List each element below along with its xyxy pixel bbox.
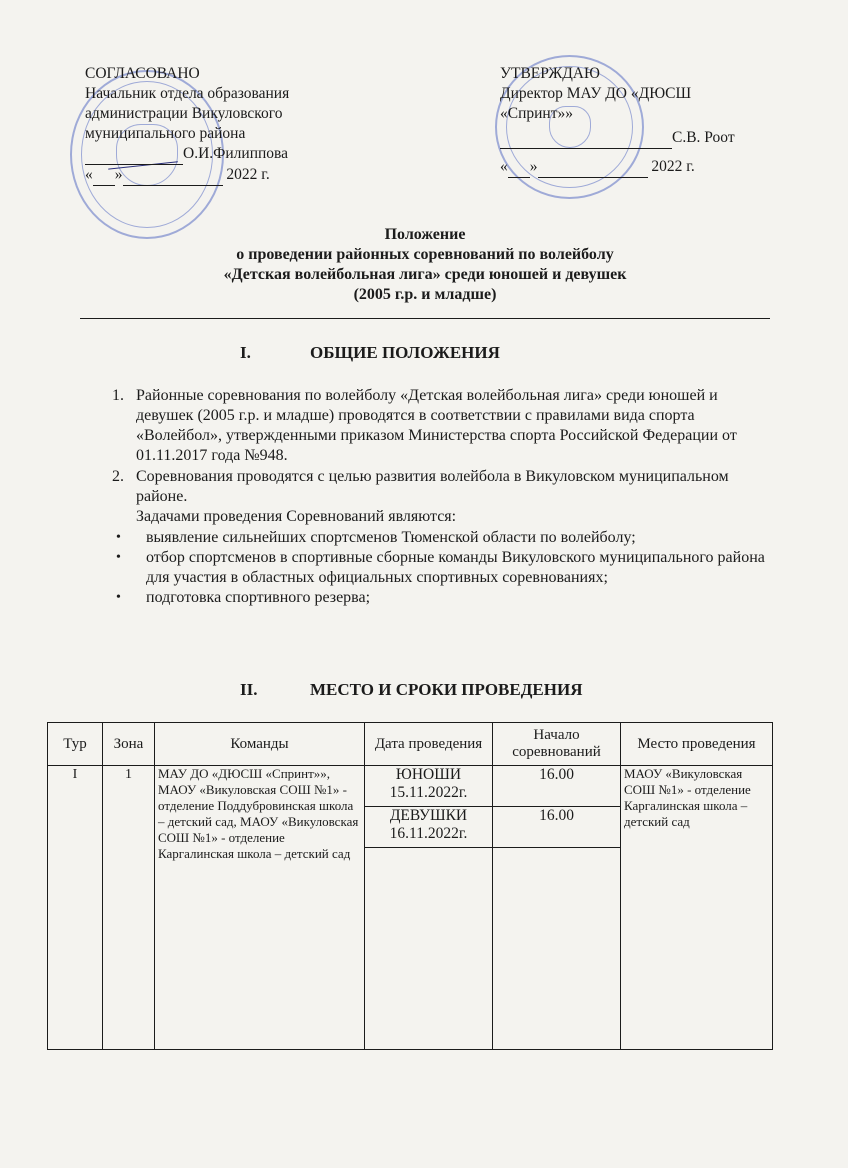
header-place: Место проведения <box>621 723 773 766</box>
header-date: Дата проведения <box>365 723 493 766</box>
list-item: 2. Соревнования проводятся с целью развития волейбола в Викуловском муниципальном районе. Задачами проведения Соревнований являются: <box>112 467 772 527</box>
header-tour: Тур <box>48 723 103 766</box>
agreed-position-line3: муниципального района <box>85 125 246 142</box>
agreed-block <box>85 64 289 186</box>
agreed-signer-name: О.И.Филиппова <box>183 145 289 162</box>
list-item: 1. Районные соревнования по волейболу «Детская волейбольная лига» среди юношей и девушек (2005 г.р. и младше) проводятся в соответствии с правилами вида спорта «Волейбол», утвержденными приказом Министерства спорта Российской Федерации от 01.11.2017 года №948. <box>112 387 737 464</box>
cell-zone: 1 <box>103 766 155 1050</box>
cell-teams: МАУ ДО «ДЮСШ «Спринт»», МАОУ «Викуловская СОШ №1» - отделение Поддубровинская школа – детский сад, МАОУ «Викуловская СОШ №1» - отделение Каргалинская школа – детский сад <box>155 766 365 1050</box>
approved-position-line1: Директор МАУ ДО «ДЮСШ <box>500 85 692 102</box>
agreed-position-line1: Начальник отдела образования <box>85 85 290 102</box>
table-header-row <box>48 723 773 766</box>
cell-tour: I <box>48 766 103 1050</box>
agreed-year: 2022 г. <box>226 166 270 183</box>
approved-block <box>500 64 735 178</box>
section-heading-place-dates: II. МЕСТО И СРОКИ ПРОВЕДЕНИЯ <box>240 680 583 699</box>
approved-year: 2022 г. <box>651 158 695 175</box>
header-zone: Зона <box>103 723 155 766</box>
approved-position-line2: «Спринт»» <box>500 105 573 122</box>
agreed-date-line: « » 2022 г. <box>85 165 289 186</box>
schedule-table <box>47 722 773 1050</box>
approved-signature-line <box>500 124 735 149</box>
list-item: • отбор спортсменов в спортивные сборные команды Викуловского муниципального района для участия в областных официальных спортивных соревнованиях; <box>112 548 772 588</box>
cell-girls-date: ДЕВУШКИ 16.11.2022г. <box>365 807 493 848</box>
agreed-signature-line <box>85 144 289 165</box>
tasks-list <box>112 528 772 608</box>
document-title: Положение о проведении районных соревнований по волейболу «Детская волейбольная лига» среди юношей и девушек (2005 г.р. и младше) <box>223 226 627 303</box>
cell-girls-time: 16.00 <box>493 807 621 848</box>
list-item: • выявление сильнейших спортсменов Тюменской области по волейболу; <box>112 528 772 548</box>
agreed-position-line2: администрации Викуловского <box>85 105 283 122</box>
cell-empty <box>365 848 493 1050</box>
cell-place: МАОУ «Викуловская СОШ №1» - отделение Каргалинская школа – детский сад <box>621 766 773 1050</box>
agreed-heading: СОГЛАСОВАНО <box>85 65 200 82</box>
title-divider <box>80 318 770 319</box>
tasks-intro: Задачами проведения Соревнований являются: <box>136 508 457 525</box>
cell-boys-time: 16.00 <box>493 766 621 807</box>
list-item: • подготовка спортивного резерва; <box>112 588 772 608</box>
section-heading-general: I. ОБЩИЕ ПОЛОЖЕНИЯ <box>240 343 500 362</box>
table-row <box>48 766 773 807</box>
general-provisions-list <box>112 386 772 608</box>
approved-date-line: « » 2022 г. <box>500 149 735 178</box>
approved-signer-name: С.В. Роот <box>672 129 735 146</box>
header-start: Начало соревнований <box>493 723 621 766</box>
approved-heading: УТВЕРЖДАЮ <box>500 65 600 82</box>
header-teams: Команды <box>155 723 365 766</box>
cell-boys-date: ЮНОШИ 15.11.2022г. <box>365 766 493 807</box>
cell-empty <box>493 848 621 1050</box>
